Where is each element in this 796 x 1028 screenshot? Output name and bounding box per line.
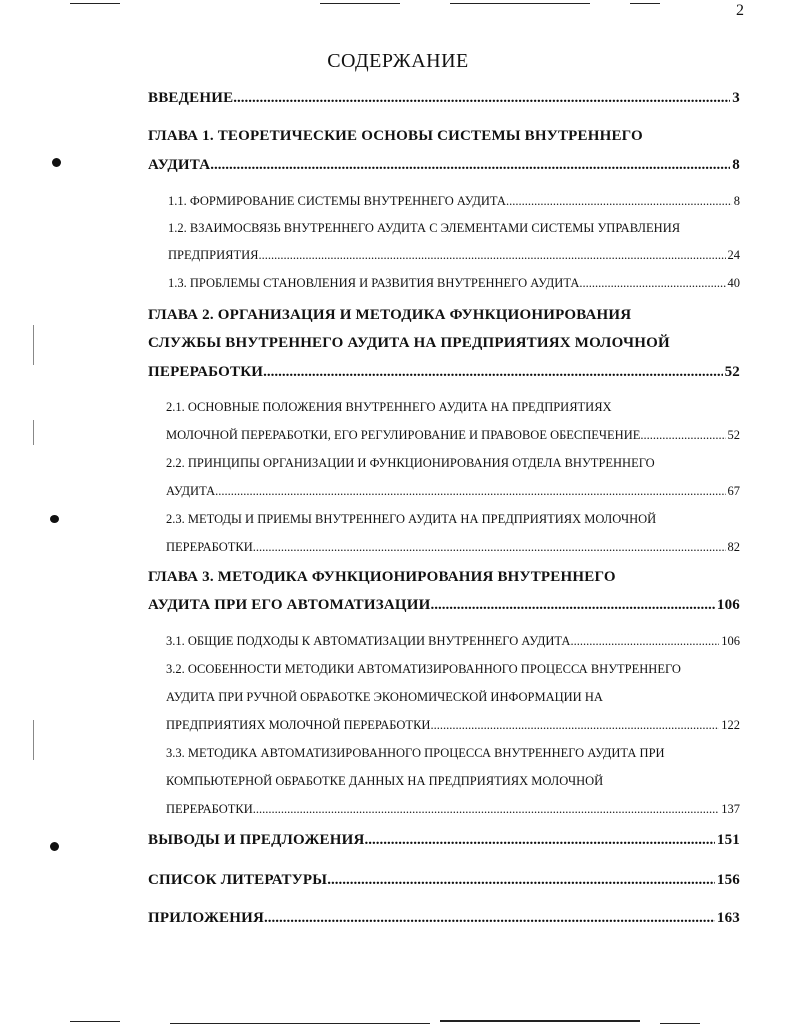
toc-entry-page: 8	[732, 157, 740, 173]
leader-dots	[327, 872, 715, 889]
toc-entry-chapter-1-line[interactable]	[148, 128, 740, 145]
toc-entry-label: 2.2. ПРИНЦИПЫ ОРГАНИЗАЦИИ И ФУНКЦИОНИРОВАНИЯ ОТДЕЛА ВНУТРЕННЕГО	[166, 456, 655, 470]
margin-mark	[33, 720, 34, 760]
toc-entry-section-2-3[interactable]	[166, 540, 740, 555]
toc-entry-label: 2.1. ОСНОВНЫЕ ПОЛОЖЕНИЯ ВНУТРЕННЕГО АУДИТА НА ПРЕДПРИЯТИЯХ	[166, 400, 612, 414]
toc-entry-page: 137	[721, 802, 740, 816]
toc-entry-label: ВЫВОДЫ И ПРЕДЛОЖЕНИЯ	[148, 832, 365, 848]
toc-entry-label: ГЛАВА 2. ОРГАНИЗАЦИЯ И МЕТОДИКА ФУНКЦИОНИРОВАНИЯ	[148, 307, 632, 323]
toc-entry-label: ВВЕДЕНИЕ	[148, 90, 234, 106]
toc-entry-section-2-2-line[interactable]	[166, 456, 740, 471]
toc-entry-page: 67	[727, 484, 740, 498]
toc-entry-appendices[interactable]	[148, 910, 740, 927]
toc-entry-label: АУДИТА ПРИ ЕГО АВТОМАТИЗАЦИИ	[148, 597, 431, 613]
toc-entry-references[interactable]	[148, 872, 740, 889]
toc-entry-chapter-1[interactable]	[148, 157, 740, 174]
toc-entry-conclusions[interactable]	[148, 832, 740, 849]
toc-entry-section-2-1-line[interactable]	[166, 400, 740, 415]
toc-entry-page: 40	[727, 276, 740, 290]
toc-entry-chapter-2[interactable]	[148, 364, 740, 381]
page-number: 2	[736, 2, 744, 19]
toc-entry-label: ПЕРЕРАБОТКИ	[148, 364, 264, 380]
leader-dots	[253, 540, 726, 555]
leader-dots	[431, 597, 715, 614]
leader-dots	[233, 90, 730, 107]
toc-entry-chapter-2-line[interactable]	[148, 307, 740, 324]
toc-entry-label: АУДИТА	[148, 157, 211, 173]
margin-mark	[33, 420, 34, 445]
leader-dots	[579, 276, 725, 291]
toc-entry-label: ПЕРЕРАБОТКИ	[166, 802, 253, 816]
toc-entry-page: 106	[721, 634, 740, 648]
toc-entry-page: 122	[721, 718, 740, 732]
hole-punch-mark	[50, 515, 59, 523]
scan-edge-top	[630, 3, 660, 4]
leader-dots	[430, 718, 719, 733]
toc-entry-section-3-3[interactable]	[166, 802, 740, 817]
leader-dots	[264, 910, 715, 927]
toc-entry-label: 1.3. ПРОБЛЕМЫ СТАНОВЛЕНИЯ И РАЗВИТИЯ ВНУТРЕННЕГО АУДИТА	[168, 276, 580, 290]
toc-entry-section-3-2-line[interactable]	[166, 690, 740, 705]
toc-entry-chapter-3[interactable]	[148, 597, 740, 614]
toc-entry-section-1-2-line[interactable]	[168, 221, 740, 236]
toc-entry-intro[interactable]	[148, 90, 740, 107]
leader-dots	[253, 802, 720, 817]
leader-dots	[365, 832, 715, 849]
toc-title: СОДЕРЖАНИЕ	[327, 50, 469, 72]
leader-dots	[215, 484, 725, 499]
leader-dots	[570, 634, 719, 649]
leader-dots	[210, 157, 730, 174]
toc-entry-label: СПИСОК ЛИТЕРАТУРЫ	[148, 872, 328, 888]
toc-entry-label: 2.3. МЕТОДЫ И ПРИЕМЫ ВНУТРЕННЕГО АУДИТА НА ПРЕДПРИЯТИЯХ МОЛОЧНОЙ	[166, 512, 657, 526]
toc-entry-page: 24	[727, 248, 740, 262]
scan-edge-top	[320, 3, 400, 4]
toc-entry-label: АУДИТА ПРИ РУЧНОЙ ОБРАБОТКЕ ЭКОНОМИЧЕСКОЙ ИНФОРМАЦИИ НА	[166, 690, 603, 704]
hole-punch-mark	[52, 158, 61, 167]
toc-entry-label: 3.2. ОСОБЕННОСТИ МЕТОДИКИ АВТОМАТИЗИРОВАННОГО ПРОЦЕССА ВНУТРЕННЕГО	[166, 662, 681, 676]
toc-entry-label: СЛУЖБЫ ВНУТРЕННЕГО АУДИТА НА ПРЕДПРИЯТИЯХ МОЛОЧНОЙ	[148, 335, 670, 351]
toc-entry-label: МОЛОЧНОЙ ПЕРЕРАБОТКИ, ЕГО РЕГУЛИРОВАНИЕ И ПРАВОВОЕ ОБЕСПЕЧЕНИЕ	[166, 428, 641, 442]
toc-entry-section-2-1[interactable]	[166, 428, 740, 443]
toc-entry-section-2-3-line[interactable]	[166, 512, 740, 527]
toc-entry-section-1-3[interactable]	[168, 276, 740, 291]
toc-entry-section-3-2-line[interactable]	[166, 662, 740, 677]
scan-edge-bottom	[170, 1023, 430, 1024]
toc-entry-label: 3.3. МЕТОДИКА АВТОМАТИЗИРОВАННОГО ПРОЦЕССА ВНУТРЕННЕГО АУДИТА ПРИ	[166, 746, 665, 760]
hole-punch-mark	[50, 842, 59, 851]
scan-edge-bottom	[660, 1023, 700, 1024]
toc-entry-section-3-2[interactable]	[166, 718, 740, 733]
margin-mark	[33, 325, 34, 365]
leader-dots	[259, 248, 726, 263]
toc-entry-label: ГЛАВА 3. МЕТОДИКА ФУНКЦИОНИРОВАНИЯ ВНУТРЕННЕГО	[148, 569, 616, 585]
toc-entry-label: ГЛАВА 1. ТЕОРЕТИЧЕСКИЕ ОСНОВЫ СИСТЕМЫ ВНУТРЕННЕГО	[148, 128, 643, 144]
toc-entry-section-3-3-line[interactable]	[166, 774, 740, 789]
scan-edge-top	[70, 3, 120, 4]
toc-entry-section-1-1[interactable]	[168, 194, 740, 209]
toc-entry-page: 52	[724, 364, 740, 380]
scan-edge-top	[450, 3, 590, 4]
leader-dots	[263, 364, 722, 381]
toc-entry-label: ПРИЛОЖЕНИЯ	[148, 910, 264, 926]
toc-entry-page: 82	[727, 540, 740, 554]
toc-entry-label: 1.1. ФОРМИРОВАНИЕ СИСТЕМЫ ВНУТРЕННЕГО АУДИТА	[168, 194, 506, 208]
toc-entry-section-1-2[interactable]	[168, 248, 740, 263]
toc-entry-label: ПРЕДПРИЯТИЯХ МОЛОЧНОЙ ПЕРЕРАБОТКИ	[166, 718, 431, 732]
toc-entry-label: ПРЕДПРИЯТИЯ	[168, 248, 259, 262]
toc-entry-section-2-2[interactable]	[166, 484, 740, 499]
toc-entry-page: 163	[716, 910, 740, 926]
toc-entry-label: 1.2. ВЗАИМОСВЯЗЬ ВНУТРЕННЕГО АУДИТА С ЭЛЕМЕНТАМИ СИСТЕМЫ УПРАВЛЕНИЯ	[168, 221, 681, 235]
scan-edge-bottom	[440, 1020, 640, 1022]
leader-dots	[506, 194, 732, 209]
leader-dots	[640, 428, 725, 443]
toc-entry-page: 106	[716, 597, 740, 613]
toc-entry-page: 52	[727, 428, 740, 442]
toc-entry-section-3-3-line[interactable]	[166, 746, 740, 761]
toc-entry-label: ПЕРЕРАБОТКИ	[166, 540, 253, 554]
toc-entry-chapter-2-line[interactable]	[148, 335, 740, 352]
toc-entry-page: 8	[733, 194, 740, 208]
toc-entry-section-3-1[interactable]	[166, 634, 740, 649]
scan-edge-bottom	[70, 1021, 120, 1022]
toc-entry-chapter-3-line[interactable]	[148, 569, 740, 586]
toc-entry-page: 151	[716, 832, 740, 848]
toc-entry-page: 156	[716, 872, 740, 888]
toc-entry-page: 3	[732, 90, 740, 106]
toc-entry-label: АУДИТА	[166, 484, 216, 498]
toc-entry-label: 3.1. ОБЩИЕ ПОДХОДЫ К АВТОМАТИЗАЦИИ ВНУТРЕННЕГО АУДИТА	[166, 634, 571, 648]
toc-entry-label: КОМПЬЮТЕРНОЙ ОБРАБОТКЕ ДАННЫХ НА ПРЕДПРИЯТИЯХ МОЛОЧНОЙ	[166, 774, 604, 788]
